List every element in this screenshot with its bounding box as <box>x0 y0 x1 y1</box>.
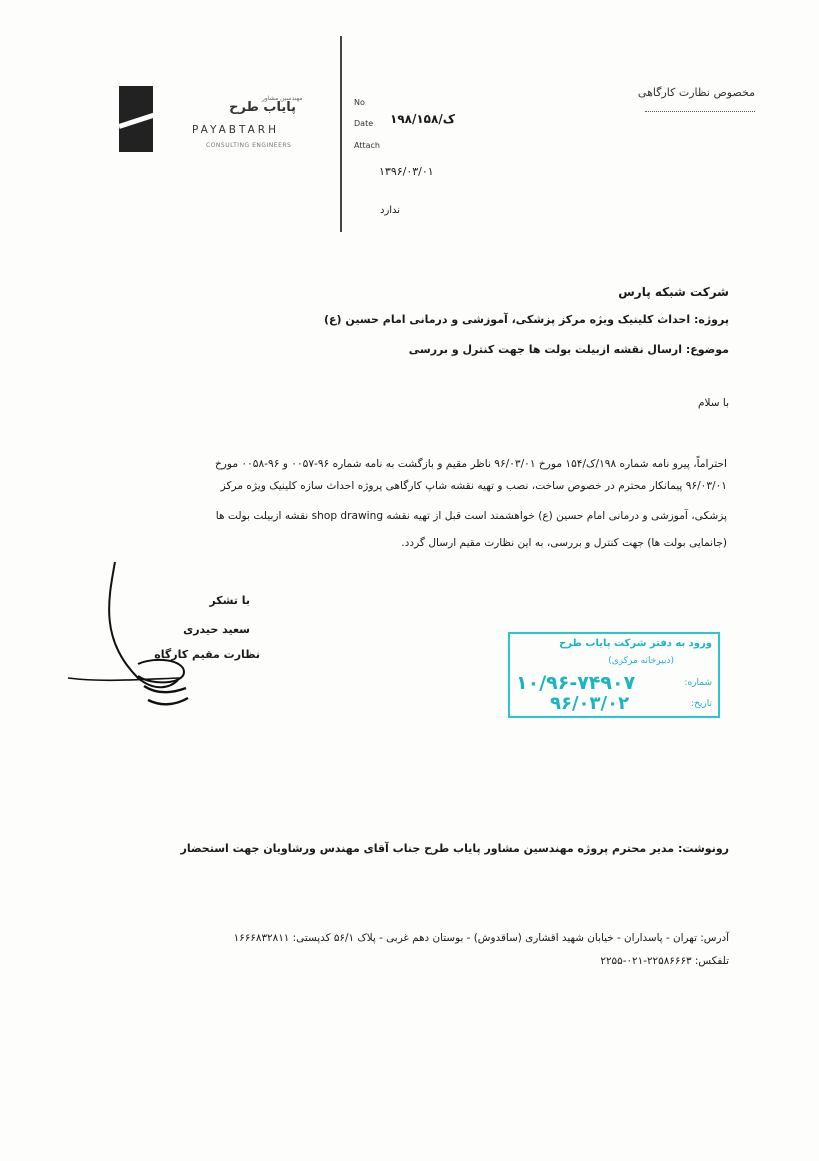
letter-attachment: ندارد <box>380 205 401 216</box>
logo-tagline: CONSULTING ENGINEERS <box>206 142 292 149</box>
body-line: پزشکی، آموزشی و درمانی امام حسین (ع) خواهشمند است قبل از تهیه نقشه shop drawing نقشه ازبیلت بولت ها <box>215 510 727 522</box>
stamp-number: ۱۰/۹۶-۷۴۹۰۷ <box>516 672 636 694</box>
carbon-copy-note: رونوشت: مدیر محترم پروژه مهندسین مشاور پایاب طرح جناب آقای مهندس ورشاویان جهت استحضار <box>180 842 729 855</box>
logo-persian-name: پایاب طرح <box>229 100 296 115</box>
closing-thanks: با تشکر <box>209 594 250 607</box>
dotted-line <box>645 111 755 112</box>
signer-title: نظارت مقیم کارگاه <box>154 648 260 661</box>
greeting: با سلام <box>697 397 729 409</box>
handwritten-signature <box>60 560 200 720</box>
body-line: ۹۶/۰۳/۰۱ پیمانکار محترم در خصوص ساخت، نصب و تهیه نقشه شاپ کارگاهی پروژه احداث سازه کلینیک ویژه مرکز <box>220 480 727 492</box>
stamp-title: ورود به دفتر شرکت پایاب طرح <box>559 638 712 649</box>
attach-label: Attach <box>354 141 380 150</box>
stamp-number-label: شماره: <box>684 678 712 688</box>
body-line: (جانمایی بولت ها) جهت کنترل و بررسی، به این نظارت مقیم ارسال گردد. <box>401 537 727 549</box>
letter-date: ۱۳۹۶/۰۳/۰۱ <box>379 165 434 178</box>
stamp-subtitle: (دبیرخانه مرکزی) <box>608 656 674 666</box>
stamp-date-label: تاریخ: <box>691 699 712 709</box>
company-logo-mark <box>119 86 153 152</box>
date-label: Date <box>354 119 374 128</box>
receipt-stamp <box>508 632 720 718</box>
address-line: آدرس: تهران - پاسداران - خیابان شهید اقشاری (ساقدوش) - بوستان دهم غربی - پلاک ۵۶/۱ کدپستی: ۱۶۶۶۸۳۲۸۱۱ <box>233 932 729 944</box>
confidential-label <box>555 86 755 112</box>
letter-number: ۱۹۸/ک/۱۵۸ <box>390 112 456 126</box>
signer-name: سعید حیدری <box>183 623 250 636</box>
logo-english-name: PAYABTARH <box>192 124 279 136</box>
project-line: پروژه: احداث کلینیک ویژه مرکز پزشکی، آموزشی و درمانی امام حسین (ع) <box>324 313 729 326</box>
stamp-date: ۹۶/۰۳/۰۲ <box>550 693 630 714</box>
number-label: No <box>354 98 365 107</box>
header-divider <box>340 36 342 232</box>
recipient: شرکت شبکه پارس <box>618 285 729 299</box>
subject-line: موضوع: ارسال نقشه ازبیلت بولت ها جهت کنترل و بررسی <box>408 343 729 356</box>
body-line: احتراماً، پیرو نامه شماره ۱۹۸/ک/۱۵۴ مورخ ۹۶/۰۳/۰۱ ناظر مقیم و بازگشت به نامه شماره ۹۶-۰۰۵۷ و ۹۶-۰۰۵۸ مورخ <box>214 458 727 470</box>
confidential-text: مخصوص نظارت کارگاهی <box>637 86 755 99</box>
logo-subtitle: مهندسین مشاور <box>262 95 303 102</box>
fax-line: تلفکس: ۲۲۵۸۶۶۶۳-۰۲۱-۲۲۵۵ <box>600 955 729 967</box>
